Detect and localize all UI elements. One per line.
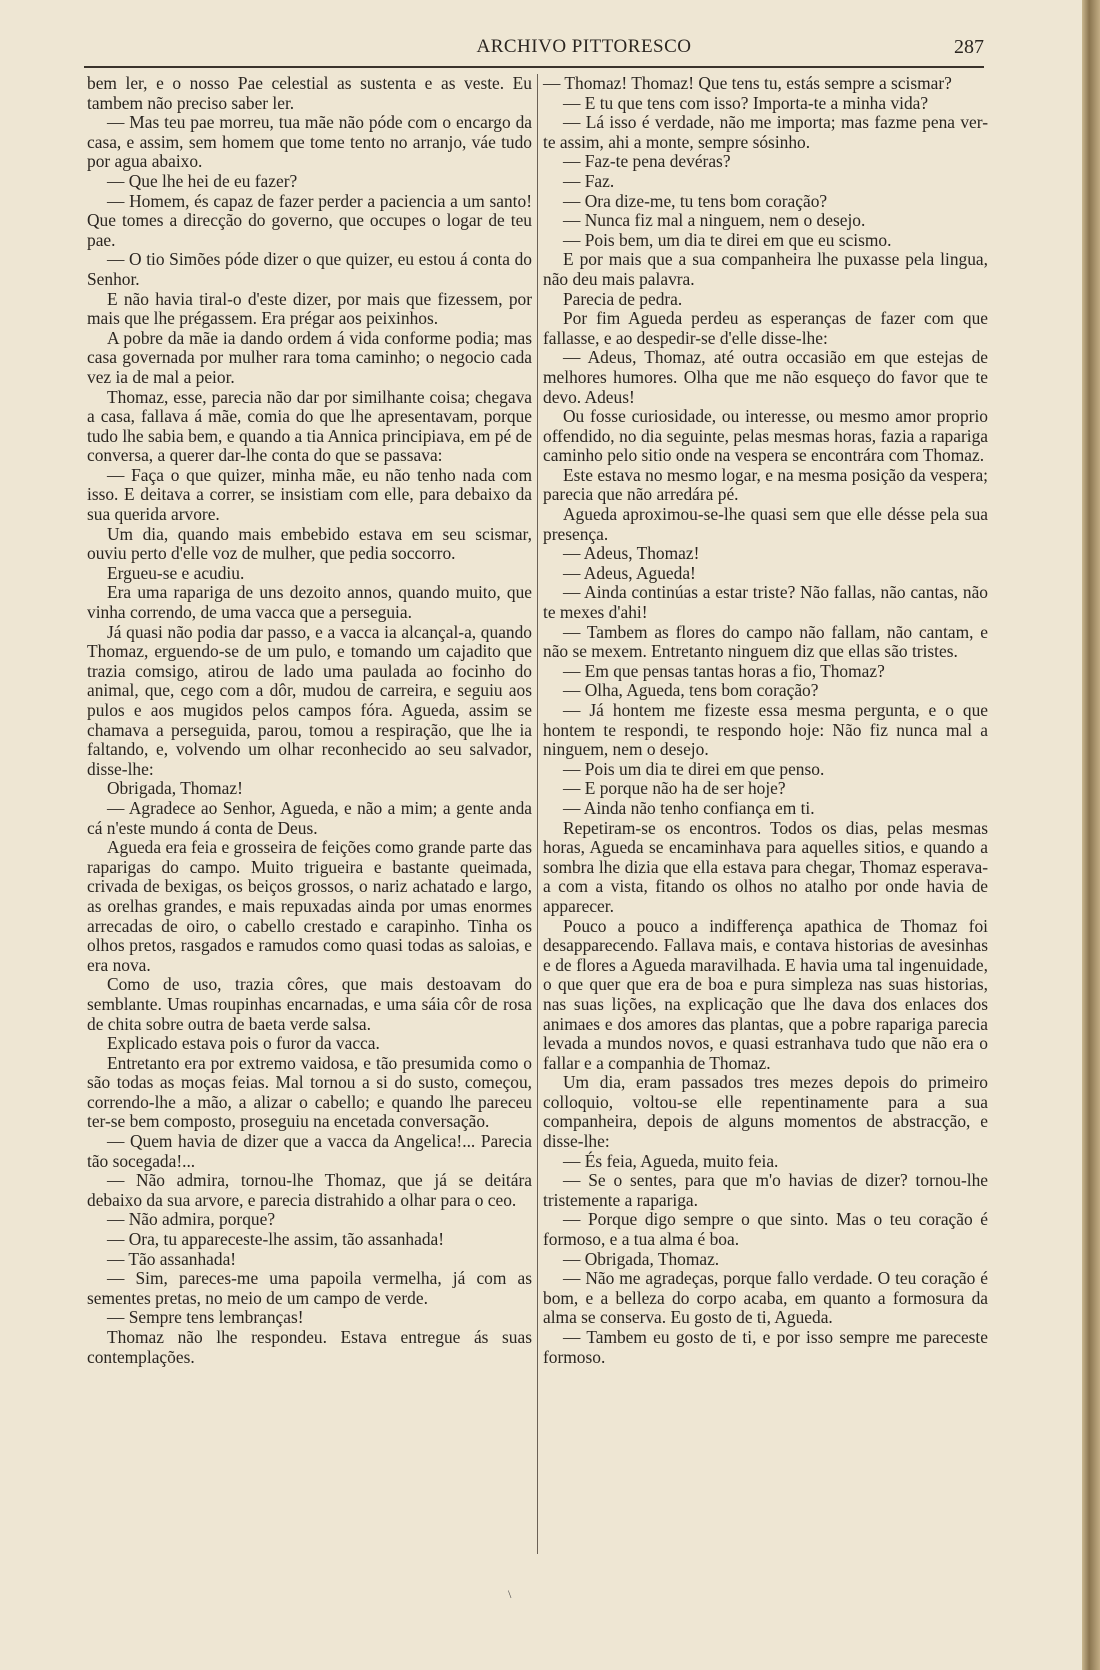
paragraph: Agueda era feia e grosseira de feições como grande parte das raparigas do campo. Muito trigueira e bastante queimada, crivada de bexigas, os beiços grossos, o nariz achatado e largo, as orelhas grandes, e mais repuxadas ainda por umas enormes arrecadas de oiro, o cabello crestado e carapinho. Tinha os olhos pretos, rasgados e ramudos como quasi todas as saloias, e era nova. (87, 837, 532, 975)
paragraph: Ou fosse curiosidade, ou interesse, ou mesmo amor proprio offendido, no dia seguinte, pelas mesmas horas, fazia a rapariga caminho pelo sitio onde na vespera se encontrára com Thomaz. (543, 406, 988, 466)
paragraph: Já quasi não podia dar passo, e a vacca ia alcançal-a, quando Thomaz, erguendo-se de um pulo, e tomando um cajadito que trazia comsigo, atirou de lado uma paulada ao focinho do animal, que, cego com a dôr, mudou de carreira, e seguiu aos pulos e aos mugidos pelos campos fóra. Agueda, assim se chamava a perseguida, parou, tomou a respiração, que lhe ia faltando, e, volvendo um olhar reconhecido ao seu salvador, disse-lhe: (87, 621, 532, 779)
paragraph: — O tio Simões póde dizer o que quizer, eu estou á conta do Senhor. (87, 249, 532, 289)
paragraph: Como de uso, trazia côres, que mais destoavam do semblante. Umas roupinhas encarnadas, e uma sáia côr de rosa de chita sobre outra de baeta verde salsa. (87, 974, 532, 1034)
paragraph: — Em que pensas tantas horas a fio, Thomaz? (563, 660, 885, 681)
paragraph: Repetiram-se os encontros. Todos os dias, pelas mesmas horas, Agueda se encaminhava para aquelles sitios, e quando a sombra lhe dizia que ella estava para chegar, Thomaz esperava-a com a vista, fitando os olhos no atalho por onde havia de apparecer. (543, 817, 988, 916)
page-edge (1082, 0, 1100, 1670)
paragraph: Um dia, quando mais embebido estava em seu scismar, ouviu perto d'elle voz de mulher, que pedia soccorro. (87, 523, 532, 564)
paragraph: — Adeus, Agueda! (563, 562, 696, 583)
paragraph: E por mais que a sua companheira lhe puxasse pela lingua, não deu mais palavra. (543, 249, 988, 289)
paragraph: — Faça o que quizer, minha mãe, eu não tenho nada com isso. E deitava a correr, se insistiam com elle, para debaixo da sua querida arvore. (87, 464, 532, 525)
paragraph: Um dia, eram passados tres mezes depois do primeiro colloquio, voltou-se elle repentinamente para a sua companheira, depois de alguns momentos de abstracção, e disse-lhe: (543, 1072, 988, 1152)
paragraph: — Pois bem, um dia te direi em que eu scismo. (563, 229, 892, 250)
paragraph: Agueda aproximou-se-lhe quasi sem que elle désse pela sua presença. (543, 504, 988, 544)
paragraph: Este estava no mesmo logar, e na mesma posição da vespera; parecia que não arredára pé. (543, 464, 988, 505)
paragraph: — Não admira, tornou-lhe Thomaz, que já se deitára debaixo da sua arvore, e parecia distrahido a olhar para o ceo. (87, 1170, 532, 1210)
paragraph: — Não admira, porque? (107, 1209, 276, 1230)
paragraph: Entretanto era por extremo vaidosa, e tão presumida como o são todas as moças feias. Mal tornou a si do susto, começou, correndo-lhe a mão, a alizar o cabello; e quando lhe pareceu ter-se bem composto, proseguiu na encetada conversação. (87, 1052, 532, 1132)
paragraph: — Adeus, Thomaz! (563, 543, 700, 564)
paragraph: — Faz. (563, 170, 615, 191)
paragraph: Obrigada, Thomaz! (107, 778, 243, 799)
paragraph: — Faz-te pena devéras? (563, 151, 731, 172)
paragraph: — Já hontem me fizeste essa mesma pergunta, e o que hontem te respondi, te respondo hoje: Não fiz nunca mal a ninguem, nem o desejo. (543, 700, 988, 760)
paragraph: — Adeus, Thomaz, até outra occasião em que estejas de melhores humores. Olha que me não esqueço do favor que te devo. Adeus! (543, 347, 988, 407)
paragraph: — Tambem eu gosto de ti, e por isso sempre me pareceste formoso. (543, 1327, 988, 1367)
paragraph: — Lá isso é verdade, não me importa; mas fazme pena ver-te assim, ahi a monte, sempre sósinho. (543, 112, 988, 152)
paragraph: — E porque não ha de ser hoje? (563, 778, 786, 799)
paragraph: — E tu que tens com isso? Importa-te a minha vida? (563, 92, 929, 113)
left-column (87, 74, 532, 1367)
paragraph: — Ora dize-me, tu tens bom coração? (563, 190, 828, 211)
right-column (543, 74, 988, 1367)
paragraph: — Tambem as flores do campo não fallam, não cantam, e não se mexem. Entretanto ninguem diz que ellas são tristes. (543, 621, 988, 662)
page-number: 287 (954, 36, 984, 58)
paragraph: E não havia tiral-o d'este dizer, por mais que fizessem, por mais que lhe prégassem. Era prégar aos peixinhos. (87, 288, 532, 329)
paragraph: — Obrigada, Thomaz. (563, 1248, 720, 1269)
paragraph: Explicado estava pois o furor da vacca. (107, 1033, 380, 1054)
page-header (84, 34, 984, 64)
paragraph: — Ainda continúas a estar triste? Não fallas, não cantas, não te mexes d'ahi! (543, 582, 988, 623)
paragraph: bem ler, e o nosso Pae celestial as sustenta e as veste. Eu tambem não preciso saber ler. (87, 73, 532, 113)
paragraph: — Porque digo sempre o que sinto. Mas o teu coração é formoso, e a tua alma é boa. (543, 1209, 988, 1250)
paragraph: Pouco a pouco a indifferença apathica de Thomaz foi desapparecendo. Fallava mais, e contava historias de avesinhas e de flores a Agueda maravilhada. E havia uma tal ingenuidade, o que quer que era de boa e pura simpleza nas suas historias, nas suas lições, na explicação que lhe dava dos enlaces dos animaes e dos amores das plantas, que a pobre rapariga parecia levada a mundos novos, e quasi estranhava tudo que não era o fallar e a companhia de Thomaz. (543, 915, 988, 1073)
paragraph: — Homem, és capaz de fazer perder a paciencia a um santo! Que tomes a direcção do governo, que occupes o logar de teu pae. (87, 190, 532, 250)
paragraph: Ergueu-se e acudiu. (107, 562, 245, 583)
paragraph: — Pois um dia te direi em que penso. (563, 758, 825, 779)
running-title: ARCHIVO PITTORESCO (476, 36, 692, 57)
paragraph: — Sim, pareces-me uma papoila vermelha, já com as sementes pretas, no meio de um campo de verde. (87, 1268, 532, 1308)
paragraph: Por fim Agueda perdeu as esperanças de fazer com que fallasse, e ao despedir-se d'elle disse-lhe: (543, 308, 988, 348)
paragraph: — Que lhe hei de eu fazer? (107, 170, 298, 191)
paragraph: Thomaz, esse, parecia não dar por similhante coisa; chegava a casa, fallava á mãe, comia do que lhe apresentavam, porque tudo lhe sabia bem, e quando a tia Annica principiava, em pé de conversa, a querer dar-lhe conta do que se passava: (87, 386, 532, 466)
paragraph: — Tão assanhada! (107, 1248, 237, 1269)
paragraph: — Quem havia de dizer que a vacca da Angelica!... Parecia tão socegada!... (87, 1131, 532, 1171)
paragraph: A pobre da mãe ia dando ordem á vida conforme podia; mas casa governada por mulher rara toma caminho; o negocio cada vez ia de mal a peior. (87, 327, 532, 387)
paragraph: — Agradece ao Senhor, Agueda, e não a mim; a gente anda cá n'este mundo á conta de Deus. (87, 797, 532, 838)
paragraph: — Olha, Agueda, tens bom coração? (563, 680, 819, 701)
paragraph: — Mas teu pae morreu, tua mãe não póde com o encargo da casa, e assim, sem homem que tome tento no arranjo, váe tudo por agua abaixo. (87, 112, 532, 172)
paragraph: — Sempre tens lembranças! (107, 1307, 304, 1328)
paragraph: — Thomaz! Thomaz! Que tens tu, estás sempre a scismar? (543, 73, 952, 93)
paragraph: — Ora, tu appareceste-lhe assim, tão assanhada! (107, 1229, 445, 1250)
paragraph: — Ainda não tenho confiança em ti. (563, 797, 815, 818)
column-divider (537, 74, 538, 1554)
paragraph: Era uma rapariga de uns dezoito annos, quando muito, que vinha correndo, de uma vacca que a perseguia. (87, 582, 532, 623)
paragraph: — És feia, Agueda, muito feia. (563, 1150, 779, 1171)
paragraph: — Se o sentes, para que m'o havias de dizer? tornou-lhe tristemente a rapariga. (543, 1170, 988, 1210)
paragraph: Parecia de pedra. (563, 288, 683, 309)
header-rule (84, 66, 984, 68)
paragraph: — Nunca fiz mal a ninguem, nem o desejo. (563, 210, 866, 231)
paragraph: — Não me agradeças, porque fallo verdade. O teu coração é bom, e a belleza do corpo acaba, em quanto a formosura da alma se conserva. Eu gosto de ti, Agueda. (543, 1268, 988, 1328)
bottom-mark: \ (508, 1587, 512, 1601)
paragraph: Thomaz não lhe respondeu. Estava entregue ás suas contemplações. (87, 1327, 532, 1367)
